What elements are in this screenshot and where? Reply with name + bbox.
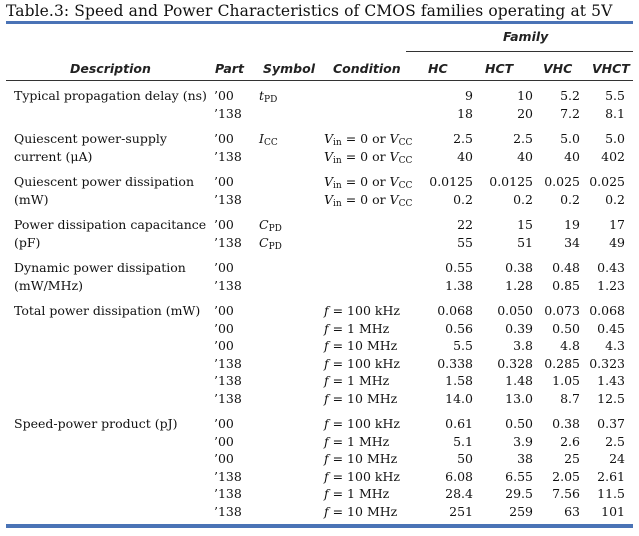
hc-value: 9 — [465, 88, 473, 103]
part-cell: ’00 — [214, 416, 234, 431]
vhc-value: 0.2 — [560, 191, 580, 207]
vhct-value: 24 — [609, 451, 625, 466]
condition-cell: $V_{in} = 0$ or $V_{CC}$ — [324, 174, 413, 191]
part-cell: ’138 — [214, 503, 242, 519]
hc-value: 1.58 — [445, 373, 473, 388]
spacer-cell — [6, 122, 633, 130]
col-vhc: VHC — [543, 61, 573, 76]
vhc-value: 2.6 — [560, 433, 580, 449]
hc-value: 0.61 — [445, 416, 473, 431]
part-cell: ’138 — [214, 277, 242, 293]
vhct-value: 8.1 — [605, 105, 625, 121]
symbol-cell — [257, 105, 322, 123]
description-cell — [6, 372, 206, 390]
table-body — [6, 87, 633, 520]
part-cell: ’00 — [214, 217, 234, 232]
spacer-cell — [6, 294, 633, 302]
vhct-value: 1.23 — [597, 277, 625, 293]
vhct-value: 2.5 — [605, 433, 625, 449]
hc-value: 5.1 — [453, 433, 473, 449]
part-cell: ’138 — [214, 234, 242, 250]
symbol-cell — [257, 191, 322, 209]
description-cell — [6, 503, 206, 521]
part-cell: ’138 — [214, 468, 242, 484]
hct-value: 0.0125 — [489, 174, 533, 189]
hct-value: 259 — [509, 503, 533, 519]
vhc-value: 0.50 — [552, 320, 580, 336]
description-cell — [6, 337, 206, 355]
condition-cell: f = 1 MHz — [324, 373, 390, 388]
hc-value: 0.338 — [437, 355, 473, 371]
hct-value: 0.328 — [497, 355, 533, 371]
bottom-rule — [6, 524, 633, 528]
hc-value: 0.068 — [437, 303, 473, 318]
vhc-value: 0.85 — [552, 277, 580, 293]
vhc-value: 0.38 — [552, 416, 580, 431]
vhc-value: 5.0 — [560, 131, 580, 146]
condition-cell — [322, 216, 418, 234]
hct-value: 0.38 — [505, 260, 533, 275]
part-cell: ’00 — [214, 131, 234, 146]
vhct-value: 1.43 — [597, 373, 625, 388]
condition-cell: f = 100 kHz — [324, 468, 400, 484]
vhct-value: 0.45 — [597, 320, 625, 336]
part-cell: ’00 — [214, 174, 234, 189]
symbol-cell — [257, 337, 322, 355]
condition-cell — [322, 87, 418, 105]
symbol-cell — [257, 173, 322, 191]
part-cell: ’138 — [214, 191, 242, 207]
hct-value: 0.2 — [513, 191, 533, 207]
description-cell: Speed-power product (pJ) — [14, 416, 178, 431]
description-cell — [6, 355, 206, 373]
description-cell — [6, 320, 206, 338]
condition-cell — [322, 105, 418, 123]
symbol-cell — [257, 433, 322, 451]
condition-cell: f = 100 kHz — [324, 416, 400, 431]
description-cell — [6, 390, 206, 408]
table-row — [6, 105, 633, 123]
hc-value: 40 — [457, 148, 473, 164]
condition-cell: f = 10 MHz — [324, 451, 398, 466]
table-row — [6, 415, 633, 433]
part-cell: ’00 — [214, 433, 234, 449]
part-cell: ’00 — [214, 338, 234, 353]
vhc-value: 5.2 — [560, 88, 580, 103]
vhc-value: 4.8 — [560, 338, 580, 353]
hct-value: 3.9 — [513, 433, 533, 449]
table-row — [6, 337, 633, 355]
row-spacer — [6, 294, 633, 302]
condition-cell: f = 1 MHz — [324, 486, 390, 501]
table-row — [6, 468, 633, 486]
vhct-value: 11.5 — [597, 486, 625, 501]
hc-value: 0.55 — [445, 260, 473, 275]
symbol-cell: $C_{PD}$ — [259, 234, 282, 252]
symbol-cell: $C_{PD}$ — [259, 217, 282, 234]
table-row — [6, 173, 633, 191]
vhc-value: 63 — [564, 503, 580, 519]
vhct-value: 4.3 — [605, 338, 625, 353]
part-cell: ’138 — [214, 390, 242, 406]
hc-value: 5.5 — [453, 338, 473, 353]
hct-value: 40 — [517, 148, 533, 164]
hct-value: 3.8 — [513, 338, 533, 353]
row-spacer — [6, 407, 633, 415]
vhc-value: 19 — [564, 217, 580, 232]
hct-value: 29.5 — [505, 486, 533, 501]
hct-value: 38 — [517, 451, 533, 466]
vhct-value: 101 — [601, 503, 625, 519]
condition-cell: $V_{in} = 0$ or $V_{CC}$ — [324, 131, 413, 148]
vhct-value: 17 — [609, 217, 625, 232]
description-cell: Dynamic power dissipation — [14, 260, 186, 275]
spacer-cell — [6, 165, 633, 173]
hc-value: 28.4 — [445, 486, 473, 501]
description-cell — [6, 105, 206, 123]
table-row — [6, 355, 633, 373]
table-row — [6, 433, 633, 451]
spacer-cell — [6, 251, 633, 259]
hc-value: 14.0 — [445, 390, 473, 406]
hct-value: 0.50 — [505, 416, 533, 431]
vhct-value: 12.5 — [597, 390, 625, 406]
vhc-value: 34 — [564, 234, 580, 250]
vhct-value: 0.2 — [605, 191, 625, 207]
symbol-cell — [257, 148, 322, 166]
vhc-value: 8.7 — [560, 390, 580, 406]
table-row — [6, 148, 633, 166]
row-spacer — [6, 165, 633, 173]
table-row — [6, 130, 633, 148]
hc-value: 1.38 — [445, 277, 473, 293]
vhct-value: 0.025 — [589, 174, 625, 189]
part-cell: ’138 — [214, 148, 242, 164]
hct-value: 6.55 — [505, 468, 533, 484]
top-rule — [6, 21, 633, 24]
row-spacer — [6, 251, 633, 259]
col-vhct: VHCT — [592, 61, 630, 76]
symbol-cell — [257, 450, 322, 468]
hc-value: 55 — [457, 234, 473, 250]
part-cell: ’00 — [214, 303, 234, 318]
part-cell: ’138 — [214, 373, 242, 388]
hc-value: 6.08 — [445, 468, 473, 484]
part-cell: ’00 — [214, 320, 234, 336]
condition-cell — [322, 277, 418, 295]
condition-cell: $V_{in} = 0$ or $V_{CC}$ — [324, 148, 413, 166]
hct-value: 20 — [517, 105, 533, 121]
description-cell: (mW/MHz) — [14, 277, 83, 293]
hct-value: 0.39 — [505, 320, 533, 336]
description-cell — [6, 485, 206, 503]
vhct-value: 0.43 — [597, 260, 625, 275]
hc-value: 50 — [457, 451, 473, 466]
hc-value: 0.56 — [445, 320, 473, 336]
spacer-cell — [6, 407, 633, 415]
hct-value: 10 — [517, 88, 533, 103]
vhc-value: 1.05 — [552, 373, 580, 388]
symbol-cell: $I_{CC}$ — [259, 131, 278, 148]
hc-value: 22 — [457, 217, 473, 232]
table-row — [6, 191, 633, 209]
vhc-value: 0.025 — [544, 174, 580, 189]
description-cell — [6, 433, 206, 451]
vhc-value: 0.285 — [544, 355, 580, 371]
symbol-cell — [257, 415, 322, 433]
part-cell: ’138 — [214, 355, 242, 371]
table-row — [6, 87, 633, 105]
vhct-value: 2.61 — [597, 468, 625, 484]
part-cell: ’138 — [214, 486, 242, 501]
symbol-cell — [257, 277, 322, 295]
description-cell: Quiescent power-supply — [14, 131, 167, 146]
vhct-value: 0.068 — [589, 303, 625, 318]
hct-value: 51 — [517, 234, 533, 250]
part-cell: ’138 — [214, 105, 242, 121]
row-spacer — [6, 208, 633, 216]
description-cell: Total power dissipation (mW) — [14, 303, 201, 318]
description-cell: Power dissipation capacitance — [14, 217, 207, 232]
symbol-cell — [257, 503, 322, 521]
vhct-value: 402 — [601, 148, 625, 164]
condition-cell — [322, 259, 418, 277]
condition-cell: f = 1 MHz — [324, 433, 390, 449]
description-cell — [6, 468, 206, 486]
symbol-cell — [257, 485, 322, 503]
hc-value: 2.5 — [453, 131, 473, 146]
condition-cell: $V_{in} = 0$ or $V_{CC}$ — [324, 191, 413, 209]
condition-cell: f = 100 kHz — [324, 355, 400, 371]
table-caption: Table.3: Speed and Power Characteristics of CMOS families operating at 5V — [6, 2, 613, 20]
hc-value: 0.0125 — [429, 174, 473, 189]
vhc-value: 0.48 — [552, 260, 580, 275]
vhc-value: 7.56 — [552, 486, 580, 501]
hc-value: 251 — [449, 503, 473, 519]
vhct-value: 5.5 — [605, 88, 625, 103]
table-row — [6, 302, 633, 320]
table-row — [6, 485, 633, 503]
vhct-value: 0.37 — [597, 416, 625, 431]
family-header: Family — [503, 29, 549, 44]
symbol-cell — [257, 372, 322, 390]
hct-value: 0.050 — [497, 303, 533, 318]
vhc-value: 7.2 — [560, 105, 580, 121]
vhc-value: 40 — [564, 148, 580, 164]
table-row — [6, 372, 633, 390]
table-row — [6, 259, 633, 277]
col-hct: HCT — [485, 61, 514, 76]
symbol-cell — [257, 355, 322, 373]
description-cell: (mW) — [14, 191, 49, 207]
condition-cell: f = 10 MHz — [324, 338, 398, 353]
vhct-value: 5.0 — [605, 131, 625, 146]
condition-cell — [322, 234, 418, 252]
col-condition: Condition — [333, 61, 401, 76]
hct-value: 15 — [517, 217, 533, 232]
spacer-cell — [6, 208, 633, 216]
hct-value: 2.5 — [513, 131, 533, 146]
row-spacer — [6, 122, 633, 130]
hc-value: 18 — [457, 105, 473, 121]
condition-cell: f = 100 kHz — [324, 303, 400, 318]
table-row — [6, 390, 633, 408]
data-table — [6, 87, 633, 520]
hct-value: 1.28 — [505, 277, 533, 293]
hct-value: 1.48 — [505, 373, 533, 388]
table-row — [6, 320, 633, 338]
part-cell: ’00 — [214, 260, 234, 275]
description-cell — [6, 450, 206, 468]
description-cell: Quiescent power dissipation — [14, 174, 195, 189]
description-cell: Typical propagation delay (ns) — [14, 88, 207, 103]
description-cell: (pF) — [14, 234, 41, 250]
hc-value: 0.2 — [453, 191, 473, 207]
description-cell: current (μA) — [14, 148, 93, 164]
table-row — [6, 277, 633, 295]
vhc-value: 25 — [564, 451, 580, 466]
condition-cell: f = 10 MHz — [324, 390, 398, 406]
table-row — [6, 234, 633, 252]
col-part: Part — [215, 61, 244, 76]
table-row — [6, 503, 633, 521]
vhct-value: 0.323 — [589, 355, 625, 371]
symbol-cell — [257, 468, 322, 486]
vhc-value: 0.073 — [544, 303, 580, 318]
part-cell: ’00 — [214, 88, 234, 103]
col-symbol: Symbol — [263, 61, 315, 76]
condition-cell: f = 1 MHz — [324, 320, 390, 336]
hct-value: 13.0 — [505, 390, 533, 406]
vhct-value: 49 — [609, 234, 625, 250]
vhc-value: 2.05 — [552, 468, 580, 484]
symbol-cell: $t_{PD}$ — [259, 88, 278, 105]
col-hc: HC — [428, 61, 448, 76]
table-row — [6, 450, 633, 468]
part-cell: ’00 — [214, 451, 234, 466]
symbol-cell — [257, 302, 322, 320]
header-rule — [6, 80, 633, 81]
condition-cell: f = 10 MHz — [324, 503, 398, 519]
family-underline — [406, 51, 633, 52]
symbol-cell — [257, 390, 322, 408]
col-description: Description — [70, 61, 151, 76]
symbol-cell — [257, 320, 322, 338]
symbol-cell — [257, 259, 322, 277]
table-row — [6, 216, 633, 234]
